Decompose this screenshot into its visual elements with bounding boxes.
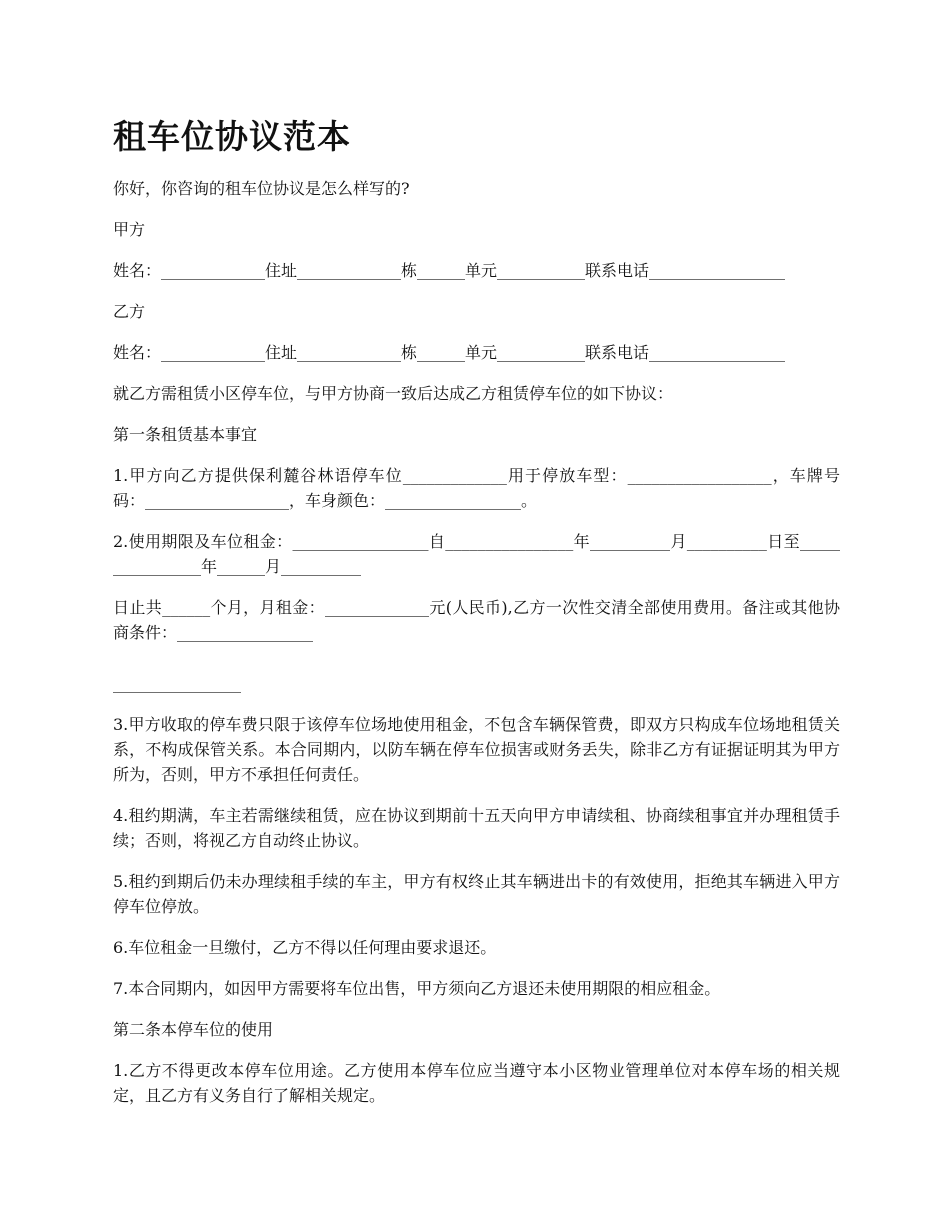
- agreement-intro: 就乙方需租赁小区停车位，与甲方协商一致后达成乙方租赁停车位的如下协议：: [113, 384, 674, 403]
- clause-1-2: 2.使用期限及车位租金：_________________自________________年__________月__________日至________________年______月__________: [113, 532, 840, 576]
- clause-1-5: 5.租约到期后仍未办理续租手续的车主，甲方有权终止其车辆进出卡的有效使用，拒绝其车辆进入甲方停车位停放。: [113, 872, 840, 916]
- clause-2-1: 1.乙方不得更改本停车位用途。乙方使用本停车位应当遵守本小区物业管理单位对本停车场的相关规定，且乙方有义务自行了解相关规定。: [113, 1061, 840, 1105]
- greeting-paragraph: 你好，你咨询的租车位协议是怎么样写的?: [113, 179, 410, 198]
- clause-1-1: 1.甲方向乙方提供保利麓谷林语停车位_____________用于停放车型：__________________，车牌号码：__________________，车身颜色：_________________。: [113, 466, 840, 510]
- party-b-info: 姓名：_____________住址_____________栋______单元___________联系电话_________________: [113, 343, 786, 362]
- document-page: [113, 112, 840, 1124]
- party-a-heading: 甲方: [113, 220, 146, 239]
- party-a-info: 姓名：_____________住址_____________栋______单元___________联系电话_________________: [113, 261, 786, 280]
- article-1-heading: 第一条租赁基本事宜: [113, 425, 258, 444]
- clause-1-4: 4.租约期满，车主若需继续租赁，应在协议到期前十五天向甲方申请续租、协商续租事宜并办理租赁手续；否则，将视乙方自动终止协议。: [113, 806, 840, 850]
- clause-1-7: 7.本合同期内，如因甲方需要将车位出售，甲方须向乙方退还未使用期限的相应租金。: [113, 979, 721, 998]
- clause-1-3: 3.甲方收取的停车费只限于该停车位场地使用租金，不包含车辆保管费，即双方只构成车位场地租赁关系，不构成保管关系。本合同期内，以防车辆在停车位损害或财务丢失，除非乙方有证据证明其为甲方所为，否则，甲方不承担任何责任。: [113, 715, 840, 784]
- party-b-heading: 乙方: [113, 302, 146, 321]
- document-title: 租车位协议范本: [113, 117, 351, 156]
- article-2-heading: 第二条本停车位的使用: [113, 1020, 274, 1039]
- clause-1-2-continued: 日止共______个月，月租金：_____________元(人民币),乙方一次性交清全部使用费用。备注或其他协商条件：_________________: [113, 598, 840, 642]
- clause-1-6: 6.车位租金一旦缴付，乙方不得以任何理由要求退还。: [113, 938, 497, 957]
- remarks-blank-line: ________________: [113, 674, 241, 693]
